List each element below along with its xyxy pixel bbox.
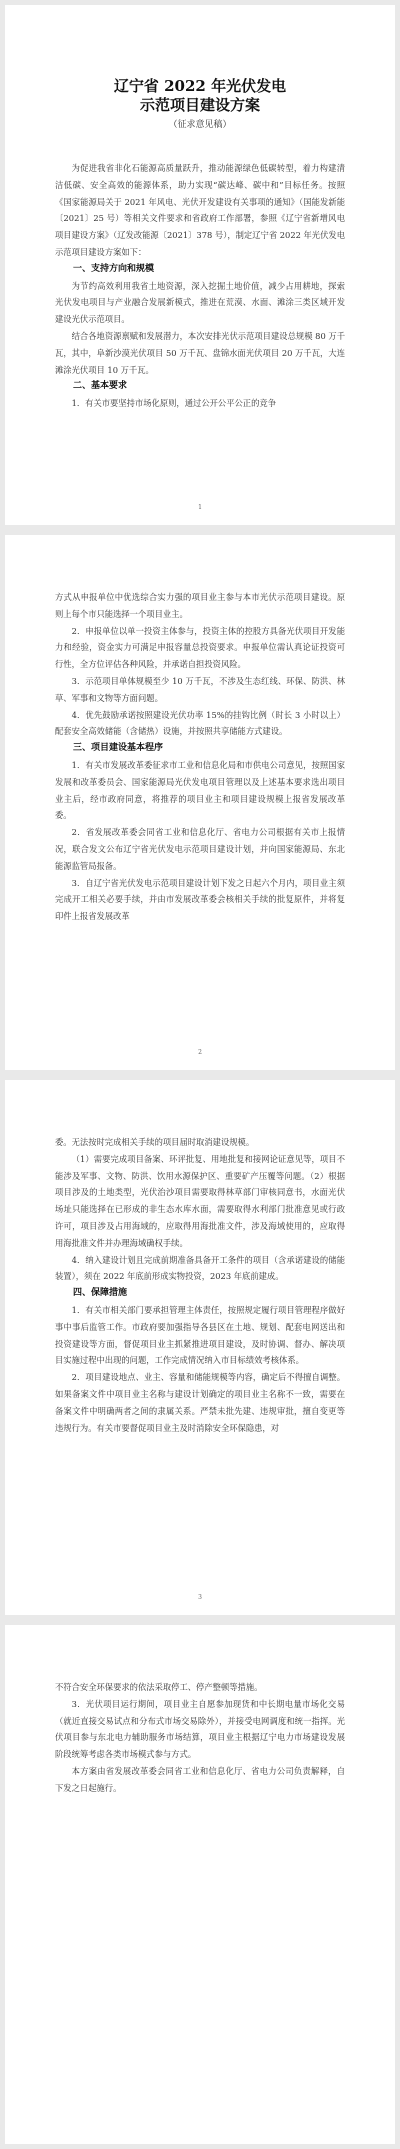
document-title-line-1: 辽宁省 2022 年光伏发电 [113,77,287,95]
section-heading: 一、支持方向和规模 [73,263,155,274]
document-title-line-2: 示范项目建设方案 [139,96,260,114]
page-number: 3 [198,1594,202,1601]
paragraph: 1．有关市相关部门要承担管理主体责任，按照规定履行项目管理程序做好事中事后监管工作。市政府要加强指导各县区在土地、规划、配套电网送出和投资建设等方面，督促项目业主抓紧推进项目建设，及时协调、督办、解决项目实施过程中出现的问题，工作完成情况纳入市目标绩效考核体系。 [55,1304,345,1366]
paragraph: 2．申报单位以单一投资主体参与，投资主体的控股方具备光伏项目开发能力和经验，资金实力可满足申报容量总投资要求。申报单位需认真论证投资可行性，全方位评估各种风险，并承诺自担投资风险。 [55,625,345,670]
paragraph: 本方案由省发展改革委会同省工业和信息化厅、省电力公司负责解释，自下发之日起施行。 [55,1765,345,1793]
document-page-1 [5,5,395,525]
document-page-3 [5,1080,395,1615]
paragraph: 1．有关市要坚持市场化原则，通过公开公平公正的竞争 [71,398,276,409]
paragraph: 结合各地资源禀赋和发展潜力，本次安排光伏示范项目建设总规模 80 万千瓦，其中，阜新沙漠光伏项目 50 万千瓦、盘锦水面光伏项目 20 万千瓦，大连滩涂光伏项目 10 万千瓦。 [55,330,345,375]
paragraph: 2．项目建设地点、业主、容量和储能规模等内容，确定后不得擅自调整。如果备案文件中项目业主名称与建设计划确定的项目业主名称不一致，需要在备案文件中明确两者之间的隶属关系。严禁未批先建、违规审批，擅自变更等违规行为。有关市要督促项目业主及时消除安全环保隐患，对 [55,1372,345,1433]
section-heading: 三、项目建设基本程序 [73,743,164,754]
paragraph: 方式从申报单位中优选综合实力强的项目业主参与本市光伏示范项目建设。原则上每个市只能选择一个项目业主。 [55,592,345,619]
paragraph: 不符合安全环保要求的依法采取停工、停产整顿等措施。 [55,1682,263,1692]
paragraph: 3．光伏项目运行期间，项目业主自愿参加现货和中长期电量市场化交易（就近直接交易试点和分布式市场交易除外），并接受电网调度和统一指挥。光伏项目参与东北电力辅助服务市场结算，项目业主根据辽宁电力市场建设发展阶段统筹考虑各类市场模式参与方式。 [55,1698,345,1760]
document-page-2 [5,535,395,1070]
section-heading: 四、保障措施 [73,1288,128,1299]
paragraph: 4．优先鼓励承诺按照建设光伏功率 15%的挂钩比例（时长 3 小时以上）配套安全高效储能（含储热）设施，并按照共享储能方式建设。 [55,709,345,737]
document-subtitle: （征求意见稿） [168,120,232,130]
paragraph: 委。无法按时完成相关手续的项目届时取消建设规模。 [55,1137,255,1147]
paragraph: 为节约高效利用我省土地资源，深入挖掘土地价值，减少占用耕地，探索光伏发电项目与产业融合发展新模式，推进在荒漠、水面、滩涂三类区域开发建设光伏示范项目。 [55,280,345,325]
section-heading: 二、基本要求 [73,381,128,392]
paragraph: 为促进我省非化石能源高质量跃升，推动能源绿色低碳转型，着力构建清洁低碳、安全高效的能源体系，助力实现“碳达峰、碳中和”目标任务。按照《国家能源局关于 2021 年风电、光伏开发建设有关事项的通知》（国能发新能〔2021〕25 号）等相关文件要求和省政府工作部署，参照《辽宁省新增风电项目建设方案》（辽发改能源〔2021〕378 号），制定辽宁省 2022 年光伏发电示范项目建设方案如下： [55,163,345,257]
paragraph: 3．自辽宁省光伏发电示范项目建设计划下发之日起六个月内，项目业主须完成开工相关必要手续，并由市发展改革委会核相关手续的批复原件，并将复印件上报省发展改革 [55,877,345,922]
paragraph: 2．省发展改革委会同省工业和信息化厅、省电力公司根据有关市上报情况，联合发文公布辽宁省光伏发电示范项目建设计划，并向国家能源局、东北能源监管局报备。 [55,827,345,871]
paragraph: （1）需要完成项目备案、环评批复、用地批复和接网论证意见等，项目不能涉及军事、文物、防洪、饮用水源保护区、重要矿产压覆等问题。（2）根据项目涉及的土地类型，光伏治沙项目需要取得林草部门审核同意书，水面光伏场址只能选择在已形成的非生态水库水面，需要取得水利部门批准意见或行政许可，项目涉及占用海域的，应取得用海批准文件，涉及海域使用的，应取得用海批准文件并办理海域确权手续。 [55,1153,345,1248]
document-page-4 [5,1625,395,2144]
page-number: 2 [198,1049,202,1056]
paragraph: 1．有关市发展改革委征求市工业和信息化局和市供电公司意见，按照国家发展和改革委员会、国家能源局光伏发电项目管理以及上述基本要求选出项目业主后，经市政府同意，将推荐的项目业主和项目建设规模上报省发展改革委。 [55,759,345,821]
page-number: 1 [198,504,202,511]
paragraph: 4．纳入建设计划且完成前期准备具备开工条件的项目（含承诺建设的储能装置），须在 2022 年底前形成实物投资，2023 年底前建成。 [55,1254,345,1282]
paragraph: 3．示范项目单体规模至少 10 万千瓦，不涉及生态红线、环保、防洪、林草、军事和文物等方面问题。 [55,675,345,703]
